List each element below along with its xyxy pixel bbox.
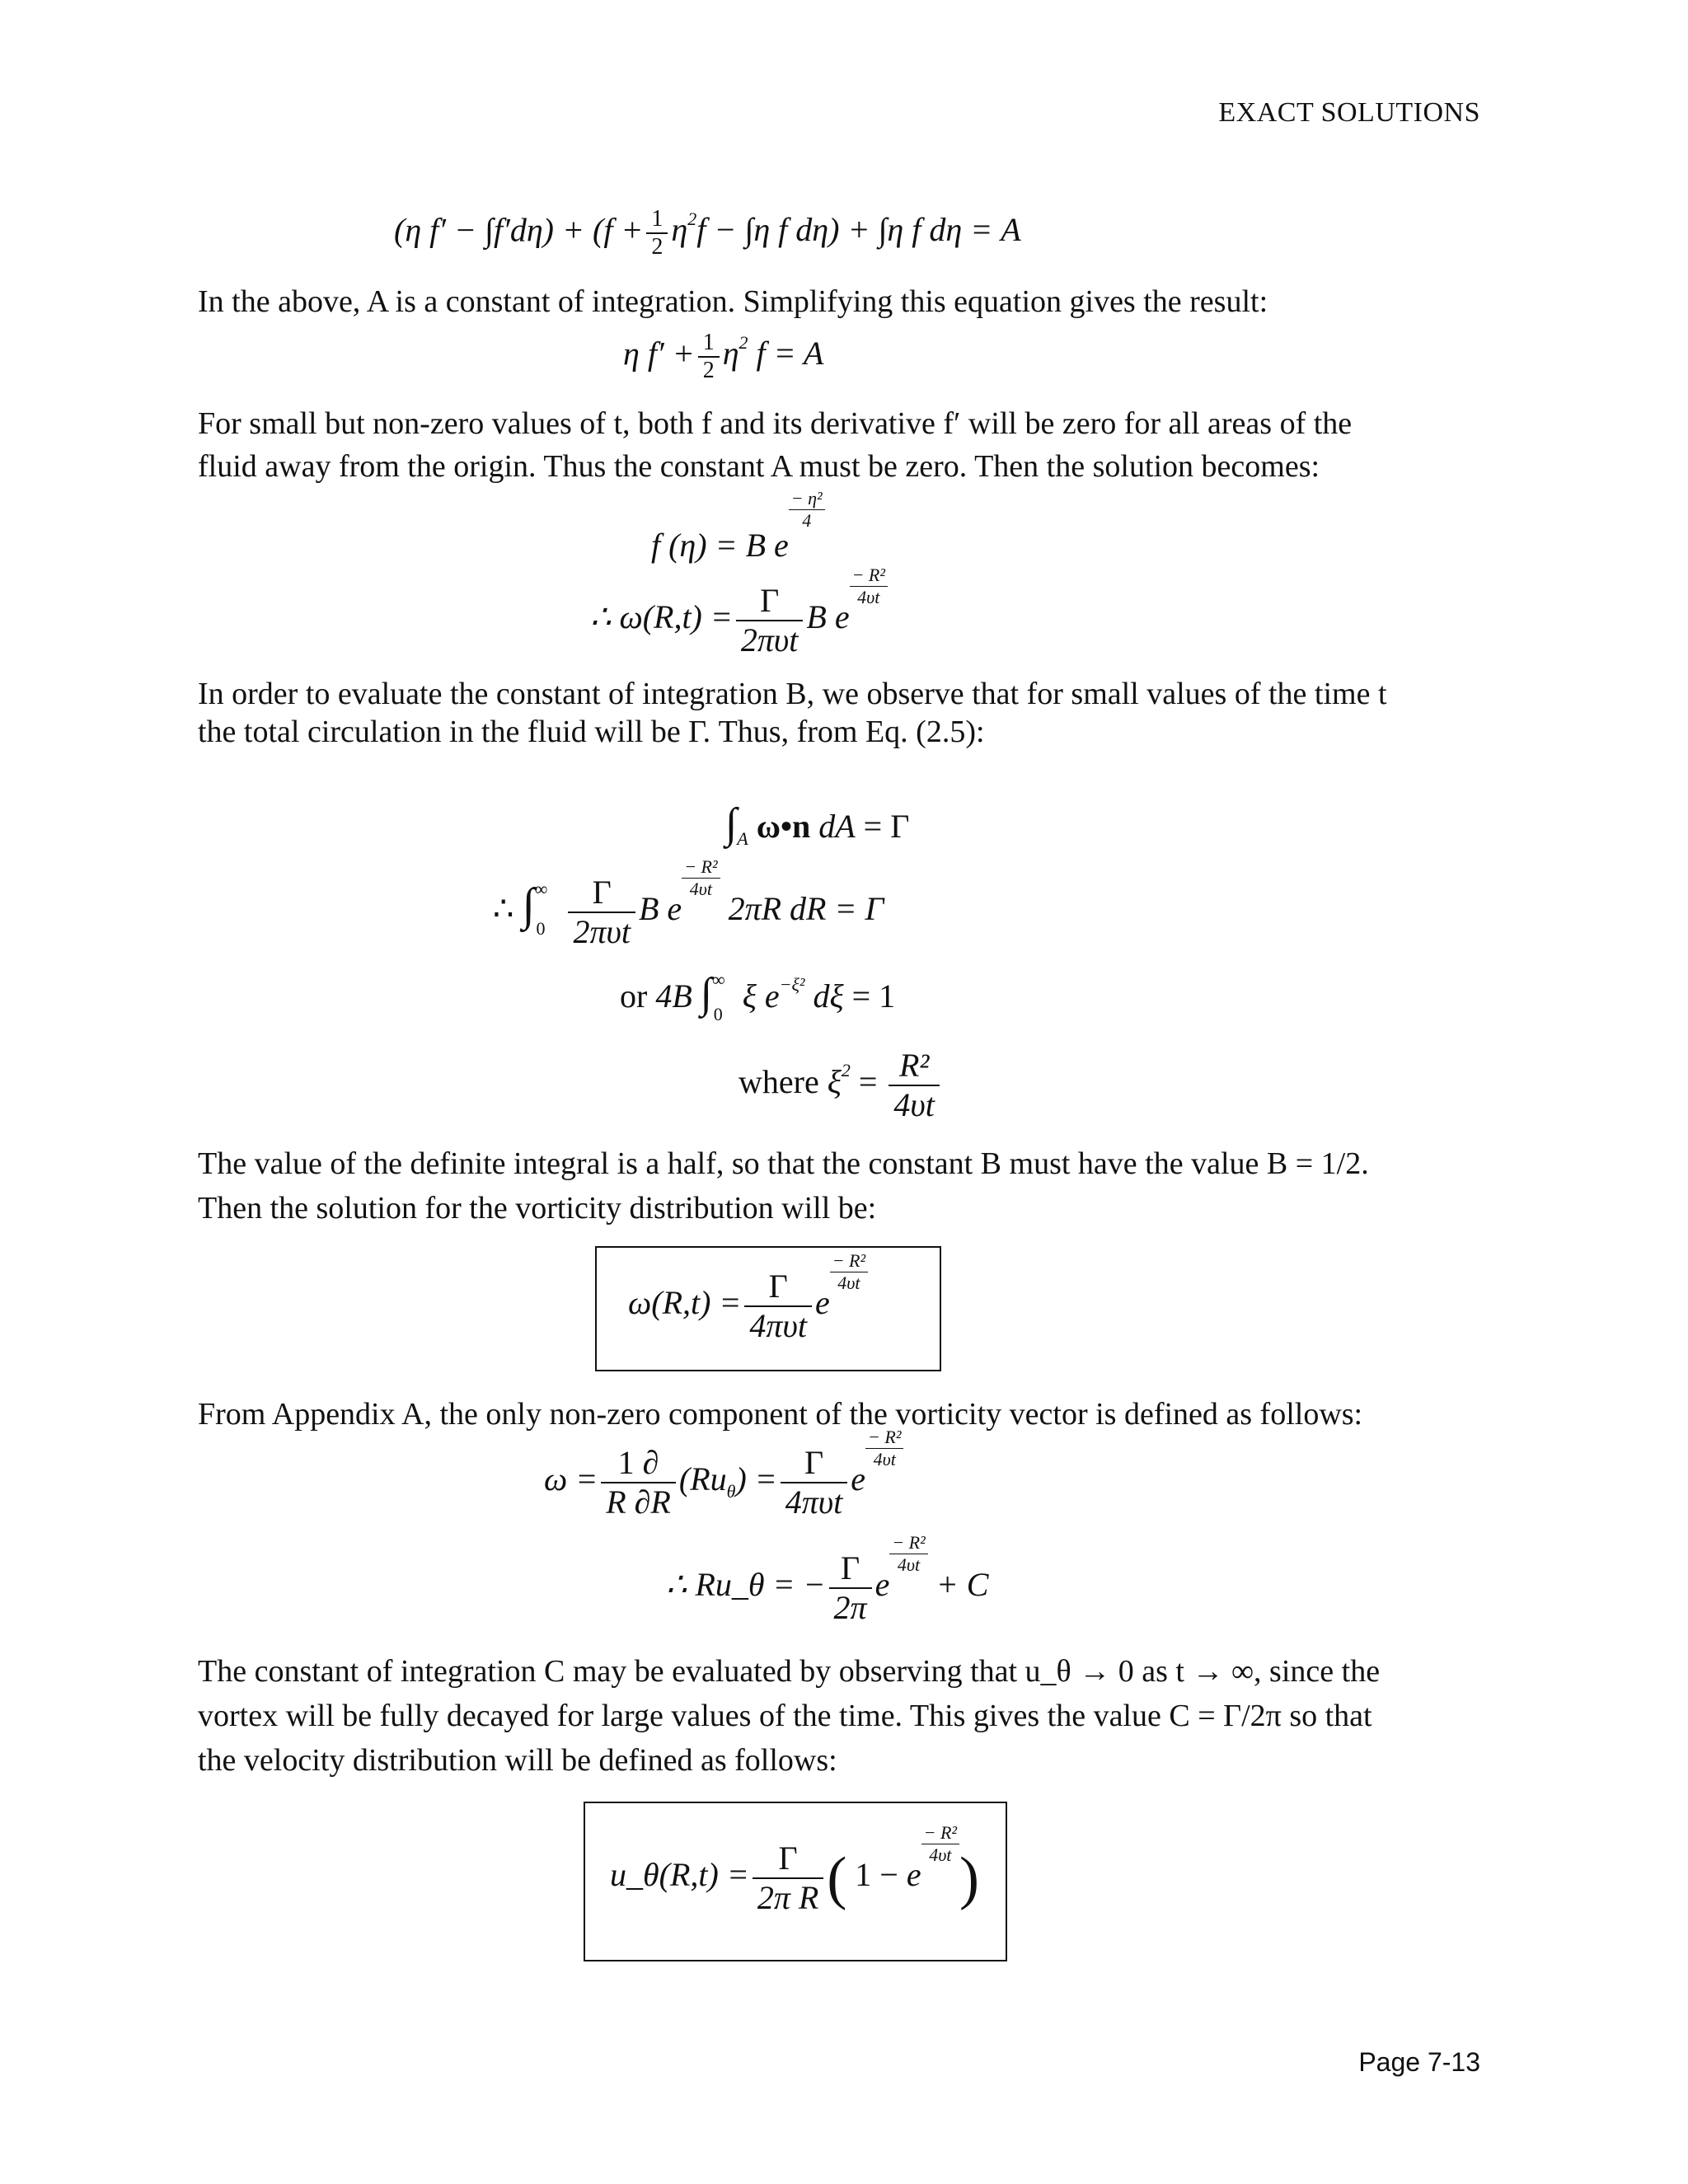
paragraph-3-line-2: the total circulation in the fluid will be Γ. Thus, from Eq. (2.5): xyxy=(198,715,985,749)
equation-9-lhs: ω(R,t) = xyxy=(628,1284,742,1322)
page-number: Page 7-13 xyxy=(1358,2047,1480,2077)
equation-1: (η f′ − ∫f′dη) + (f + $\frac{1}{2}$ η2f − ∫η f dη) + ∫η f dη = A xyxy=(394,206,1021,260)
paragraph-6-line-3: the velocity distribution will be defined as follows: xyxy=(198,1743,837,1778)
equation-8: where ξ2 = $\frac{\text{R²}}{4\upsilon t}$ xyxy=(738,1047,943,1124)
equation-9: ω(R,t) = $\frac{\Gamma}{\text{4πυt}}$ e − R² 4υt xyxy=(628,1268,868,1345)
equation-11: ∴ Ru_θ = − $\frac{\Gamma}{2\pi}$ e − R² 4υt + C xyxy=(666,1532,989,1626)
paragraph-2-line-2: fluid away from the origin. Thus the constant A must be zero. Then the solution becomes: xyxy=(198,449,1320,484)
paragraph-5: From Appendix A, the only non-zero component of the vorticity vector is defined as follows: xyxy=(198,1397,1363,1432)
paragraph-2-line-1: For small but non-zero values of t, both f and its derivative f′ will be zero for all areas of the xyxy=(198,406,1353,441)
paragraph-6-line-1: The constant of integration C may be evaluated by observing that u_θ → 0 as t → ∞, since the xyxy=(198,1654,1381,1689)
equation-4-lhs: ∴ ω(R,t) = xyxy=(590,598,733,636)
where-label: where xyxy=(738,1063,819,1101)
paragraph-3-line-1: In order to evaluate the constant of integration B, we observe that for small values of the time t xyxy=(198,677,1387,711)
equation-12: u_θ(R,t) = $\frac{\Gamma}{\text{2π R}}$ ( 1 − e − R² 4υt ) xyxy=(610,1822,979,1916)
equation-6: ∴ $\int^\infty_0$ $\frac{\Gamma}{\text{2πυt}}$ B e − R² 4υt 2πR dR = Γ xyxy=(493,856,884,950)
equation-12-lhs: u_θ(R,t) = xyxy=(610,1856,749,1894)
equation-10: ω = $\frac{1 \partial}{R \partial R}$ $(Ru_\theta)$ = $\frac{\Gamma}{\text{4πυt}}$ e − R² 4υt xyxy=(544,1444,903,1521)
equation-2: η f′ + $\frac{1}{2}$ η2 f = A xyxy=(623,330,824,384)
therefore-symbol: ∴ xyxy=(493,890,514,928)
equation-11-tail: + C xyxy=(935,1566,989,1604)
equation-11-lhs: ∴ Ru_θ = − xyxy=(666,1566,826,1604)
equation-3: f (η) = B e − η² 4 xyxy=(651,518,825,565)
equation-7: or 4B $\int^\infty_0$ ξ e−ξ² dξ = 1 xyxy=(620,969,896,1024)
paragraph-6-line-2: vortex will be fully decayed for large values of the time. This gives the value C = Γ/2π so that xyxy=(198,1699,1372,1733)
paragraph-1: In the above, A is a constant of integration. Simplifying this equation gives the result: xyxy=(198,284,1268,319)
equation-4: ∴ ω(R,t) = $\frac{\Gamma}{\text{2πυt}}$ B e − R² 4υt xyxy=(590,582,888,659)
equation-5: $\int_A$ ω•n dA = Γ xyxy=(725,800,910,849)
equation-6-tail: 2πR dR = Γ xyxy=(728,890,884,928)
equation-7-prefix: or xyxy=(620,977,648,1015)
paragraph-4-line-1: The value of the definite integral is a half, so that the constant B must have the value B = 1/2. xyxy=(198,1146,1369,1181)
paragraph-4-line-2: Then the solution for the vorticity distribution will be: xyxy=(198,1191,877,1226)
running-header: EXACT SOLUTIONS xyxy=(1218,97,1480,128)
